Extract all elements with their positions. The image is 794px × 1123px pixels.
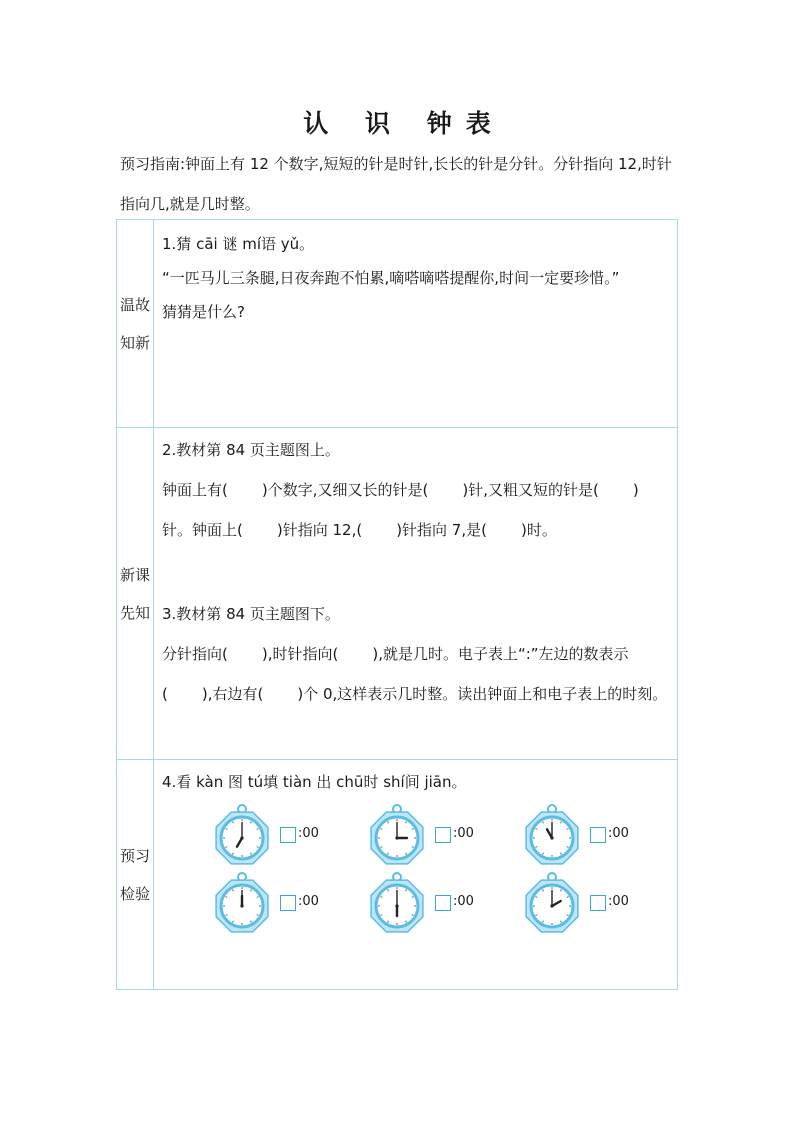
q2-text: 针。钟面上(: [162, 521, 243, 539]
question-3-title: 3.教材第 84 页主题图下。: [162, 605, 340, 623]
q2-text: ): [632, 481, 639, 499]
q3-text: )个 0,这样表示几时整。读出钟面上和电子表上的时刻。: [297, 685, 668, 703]
clock-item: [522, 872, 642, 936]
section-review: [154, 220, 678, 428]
minute-suffix: :00: [608, 826, 629, 841]
page-title: 认 识 钟表: [303, 109, 505, 138]
q2-text: )针,又粗又短的针是(: [462, 481, 599, 499]
clock-face-icon: [212, 872, 272, 936]
section-label-text: 新课先知: [119, 565, 150, 622]
question-1-title: 1.猜 cāi 谜 mí语 yǔ。: [162, 235, 315, 253]
minute-suffix: :00: [298, 894, 319, 909]
section-label-text: 温故知新: [119, 295, 150, 352]
riddle-text: “一匹马儿三条腿,日夜奔跑不怕累,嘀嗒嘀嗒提醒你,时间一定要珍惜。”: [162, 269, 620, 287]
clock-face-icon: [522, 804, 582, 868]
hour-answer-box[interactable]: [280, 827, 296, 843]
hour-answer-box[interactable]: [590, 895, 606, 911]
question-3-line-2: [162, 684, 677, 704]
clock-face-icon: [367, 872, 427, 936]
hour-answer-box[interactable]: [435, 827, 451, 843]
q2-text: )针指向 12,(: [276, 521, 363, 539]
worksheet-table: [116, 219, 678, 990]
hour-answer-box[interactable]: [435, 895, 451, 911]
clock-item: [522, 804, 642, 868]
question-2-line-1: [162, 480, 677, 500]
question-4-title: 4.看 kàn 图 tú填 tiàn 出 chū时 shí间 jiān。: [162, 773, 467, 791]
clock-grid: [162, 804, 677, 954]
section-label: [117, 428, 154, 760]
section-label: [117, 760, 154, 990]
section-check: [154, 760, 678, 990]
clock-item: [212, 872, 332, 936]
q3-text: (: [162, 685, 168, 703]
section-preview: [154, 428, 678, 760]
clock-item: [367, 804, 487, 868]
clock-face-icon: [522, 872, 582, 936]
clock-face-icon: [367, 804, 427, 868]
q3-text: 分针指向(: [162, 645, 228, 663]
section-label-text: 预习检验: [119, 846, 150, 903]
minute-suffix: :00: [608, 894, 629, 909]
hour-answer-box[interactable]: [280, 895, 296, 911]
q2-text: )个数字,又细又长的针是(: [261, 481, 429, 499]
question-3-line-1: [162, 644, 677, 664]
question-2-line-2: [162, 520, 677, 540]
minute-suffix: :00: [453, 894, 474, 909]
q2-text: )针指向 7,是(: [396, 521, 487, 539]
q3-text: ),就是几时。电子表上“:”左边的数表示: [372, 645, 629, 663]
q3-text: ),时针指向(: [261, 645, 339, 663]
clock-item: [367, 872, 487, 936]
clock-item: [212, 804, 332, 868]
minute-suffix: :00: [453, 826, 474, 841]
minute-suffix: :00: [298, 826, 319, 841]
q2-text: 钟面上有(: [162, 481, 228, 499]
preview-guide: 预习指南:钟面上有 12 个数字,短短的针是时针,长长的针是分针。分针指向 12,时针指向几,就是几时整。: [120, 155, 672, 213]
riddle-question: 猜猜是什么?: [162, 303, 245, 321]
q3-text: ),右边有(: [201, 685, 264, 703]
hour-answer-box[interactable]: [590, 827, 606, 843]
clock-face-icon: [212, 804, 272, 868]
q2-text: )时。: [520, 521, 557, 539]
section-label: [117, 220, 154, 428]
question-2-title: 2.教材第 84 页主题图上。: [162, 441, 340, 459]
